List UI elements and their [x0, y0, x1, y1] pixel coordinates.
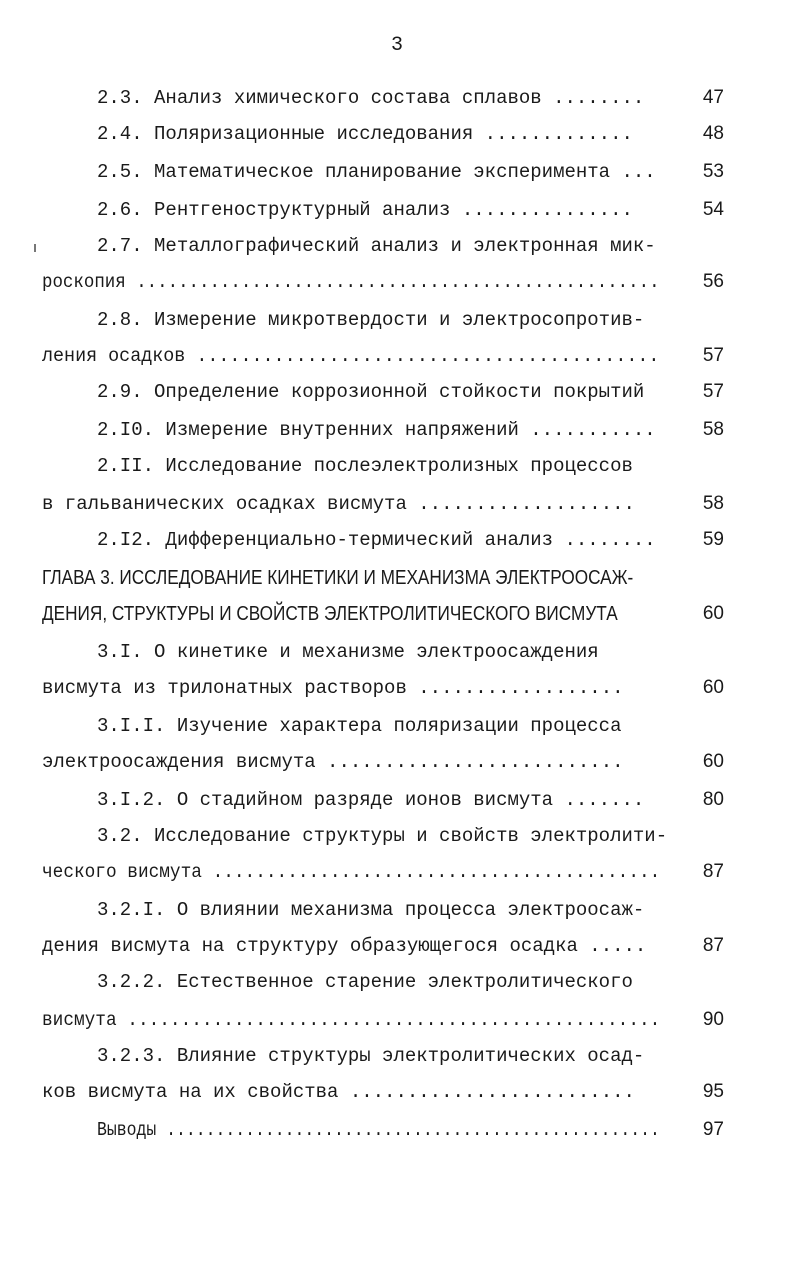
toc-entry-3-1: 3.I. О кинетике и механизме электроосаждения — [97, 641, 599, 663]
toc-entry-3-2-1-cont: дения висмута на структуру образующегося осадка ..... — [42, 935, 647, 957]
toc-page-2-4: 48 — [702, 123, 724, 144]
toc-entry-2-6: 2.6. Рентгеноструктурный анализ ............... — [97, 199, 633, 221]
toc-entry-2-9: 2.9. Определение коррозионной стойкости покрытий — [97, 381, 645, 403]
toc-entry-3-2-1: 3.2.I. О влиянии механизма процесса электроосаж- — [97, 899, 645, 921]
toc-entry-2-4: 2.4. Поляризационные исследования ............. — [97, 123, 633, 145]
page-number: 3 — [390, 34, 403, 57]
toc-entry-conclusions: Выводы .................................................. — [97, 1119, 660, 1141]
toc-entry-3-2-cont: ческого висмута .......................................... — [42, 861, 661, 883]
toc-entry-3-2-3: 3.2.3. Влияние структуры электролитических осад- — [97, 1045, 645, 1067]
chapter-3-heading: ГЛАВА 3. ИССЛЕДОВАНИЕ КИНЕТИКИ И МЕХАНИЗМА ЭЛЕКТРООСАЖ- — [42, 567, 634, 589]
toc-page-3-1-1: 60 — [702, 751, 724, 772]
toc-page-conclusions: 97 — [702, 1119, 724, 1140]
toc-entry-2-11: 2.II. Исследование послеэлектролизных процессов — [97, 455, 633, 477]
toc-entry-2-7-cont: роскопия .................................................. — [42, 271, 660, 293]
toc-entry-2-7: 2.7. Металлографический анализ и электронная мик- — [97, 235, 656, 257]
toc-page-2-6: 54 — [702, 199, 724, 220]
toc-page-2-9: 57 — [702, 381, 724, 402]
toc-entry-2-12: 2.I2. Дифференциально-термический анализ ........ — [97, 529, 656, 551]
toc-page-3-2: 87 — [702, 861, 724, 882]
toc-page-2-8: 57 — [702, 345, 724, 366]
toc-entry-2-3: 2.3. Анализ химического состава сплавов ........ — [97, 87, 645, 109]
toc-page-2-3: 47 — [702, 87, 724, 108]
toc-page-3-2-3: 95 — [702, 1081, 724, 1102]
toc-page-3-1: 60 — [702, 677, 724, 698]
toc-page-2-11: 58 — [702, 493, 724, 514]
toc-entry-2-5: 2.5. Математическое планирование эксперимента ... — [97, 161, 656, 183]
toc-entry-2-8: 2.8. Измерение микротвердости и электросопротив- — [97, 309, 645, 331]
toc-page-3-2-2: 90 — [702, 1009, 724, 1030]
toc-entry-3-2-2: 3.2.2. Естественное старение электролитического — [97, 971, 633, 993]
toc-entry-3-1-cont: висмута из трилонатных растворов .................. — [42, 677, 624, 699]
toc-entry-3-1-1: 3.I.I. Изучение характера поляризации процесса — [97, 715, 622, 737]
toc-page-2-7: 56 — [702, 271, 724, 292]
toc-entry-3-2-3-cont: ков висмута на их свойства ......................... — [42, 1081, 635, 1103]
toc-page-2-12: 59 — [702, 529, 724, 550]
toc-page-3-2-1: 87 — [702, 935, 724, 956]
toc-page-chapter-3: 60 — [702, 603, 724, 624]
toc-entry-2-10: 2.I0. Измерение внутренних напряжений ........... — [97, 419, 656, 441]
toc-page-3-1-2: 80 — [702, 789, 724, 810]
toc-entry-2-11-cont: в гальванических осадках висмута ................... — [42, 493, 635, 515]
margin-mark — [34, 244, 36, 252]
chapter-3-heading-cont: ДЕНИЯ, СТРУКТУРЫ И СВОЙСТВ ЭЛЕКТРОЛИТИЧЕСКОГО ВИСМУТА — [42, 603, 618, 625]
toc-entry-3-1-1-cont: электроосаждения висмута .......................... — [42, 751, 624, 773]
toc-page-2-5: 53 — [702, 161, 724, 182]
toc-page-2-10: 58 — [702, 419, 724, 440]
toc-entry-3-2: 3.2. Исследование структуры и свойств электролити- — [97, 825, 668, 847]
toc-entry-2-8-cont: ления осадков .......................................... — [42, 345, 660, 367]
toc-entry-3-1-2: 3.I.2. О стадийном разряде ионов висмута ....... — [97, 789, 645, 811]
toc-entry-3-2-2-cont: висмута .................................................. — [42, 1009, 661, 1031]
